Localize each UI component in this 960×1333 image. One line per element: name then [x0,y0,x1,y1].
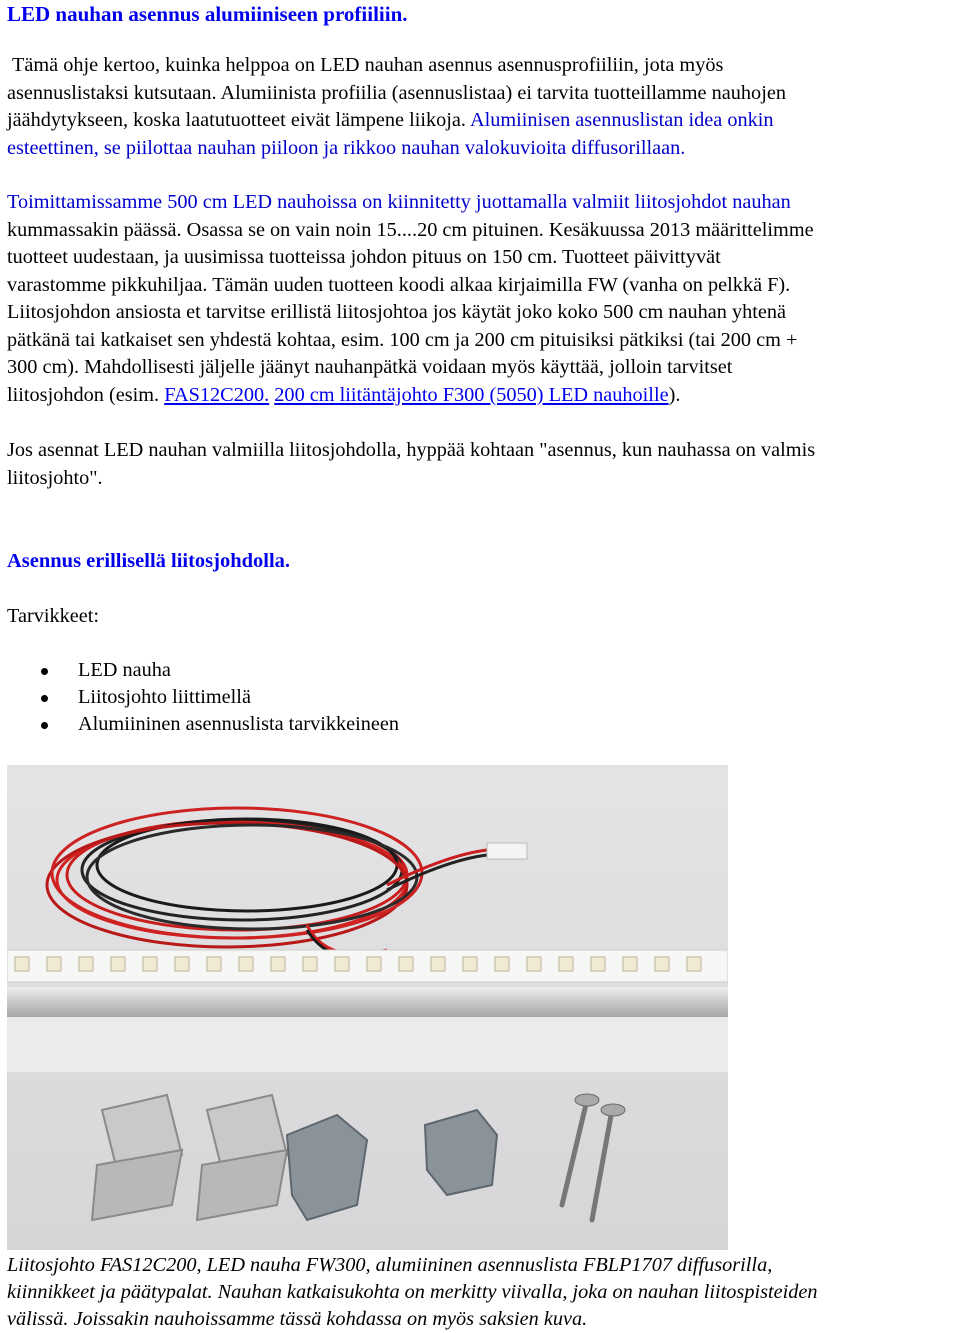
skip-line-1: Jos asennat LED nauhan valmiilla liitosjohdolla, hyppää kohtaan "asennus, kun nauhassa on valmis [7,439,816,461]
cable-line-8 [7,382,957,410]
cable-line-5: Liitosjohdon ansiosta et tarvitse erillistä liitosjohtoa jos käytät joko koko 500 cm nauhan yhtenä [7,301,787,323]
list-item-label: Liitosjohto liittimellä [78,686,251,708]
cable-line-1: Toimittamissamme 500 cm LED nauhoissa on kiinnitetty juottamalla valmiit liitosjohdot nauhan [7,191,791,213]
intro-line-3-start: jäähdytykseen, koska laatutuotteet eivät lämpene liikoja. [7,109,466,131]
list-item [7,711,399,738]
intro-line-2-start: asennuslistaksi kutsutaan. [7,81,217,104]
list-item [7,657,399,684]
bullet-icon [41,695,48,702]
cable-line-6: pätkänä tai katkaiset sen yhdestä kohtaa, esim. 100 cm ja 200 cm pituisiksi pätkiksi (tai 200 cm + [7,328,798,351]
f300-cable-link[interactable]: 200 cm liitäntäjohto F300 (5050) LED nauhoille [274,383,669,406]
connector [487,843,527,859]
supplies-label: Tarvikkeet: [7,605,100,627]
intro-line-2-rest: Alumiinista profiilia (asennuslistaa) ei tarvita tuotteillamme nauhojen [216,81,786,104]
intro-line-2 [7,80,957,108]
intro-line-4: esteettinen, se piilottaa nauhan piiloon ja rikkoo nauhan valokuvioita diffusorillaan. [7,136,686,159]
diffuser [7,1017,728,1072]
intro-line-3 [7,107,957,135]
supplies-list [7,657,399,738]
list-item [7,684,399,711]
cable-line-8-end: ). [668,383,681,406]
intro-line-1: Tämä ohje kertoo, kuinka helppoa on LED nauhan asennus asennusprofiiliin, jota myös [12,54,724,76]
cable-line-2: kummassakin päässä. Osassa se on vain noin 15....20 cm pituinen. Kesäkuussa 2013 määrittelimme [7,218,814,241]
skip-paragraph [7,437,957,492]
caption-line-1: Liitosjohto FAS12C200, LED nauha FW300, alumiininen asennuslista FBLP1707 diffusorilla, [7,1254,773,1276]
aluminium-profile [7,987,728,1017]
bullet-icon [41,668,48,675]
page-title: LED nauhan asennus alumiiniseen profiiliin. [7,2,408,26]
product-photo-illustration [7,765,728,1250]
product-photo [7,765,728,1250]
intro-paragraph [7,52,957,162]
caption-line-2: kiinnikkeet ja päätypalat. Nauhan katkaisukohta on merkitty viivalla, joka on nauhan liitospisteiden [7,1281,818,1303]
cable-line-3: tuotteet uudestaan, ja uusimissa tuotteissa johdon pituus on 150 cm. Tuotteet päivittyvät [7,246,721,268]
section-title: Asennus erillisellä liitosjohdolla. [7,550,291,572]
cable-line-8-start: liitosjohdon (esim. [7,383,165,406]
cable-line-4: varastomme pikkuhiljaa. Tämän uuden tuotteen koodi alkaa kirjaimilla FW (vanha on pelkkä F). [7,273,791,296]
bullet-icon [41,722,48,729]
caption-line-3: välissä. Joissakin nauhoissamme tässä kohdassa on myös saksien kuva. [7,1308,588,1330]
cable-line-7: 300 cm). Mahdollisesti jäljelle jäänyt nauhanpätkä voidaan myös käyttää, jolloin tarvitset [7,356,733,378]
intro-line-3-rest: Alumiinisen asennuslistan idea onkin [466,109,774,131]
list-item-label: LED nauha [78,659,171,681]
skip-line-2: liitosjohto". [7,466,103,489]
cable-paragraph [7,189,957,409]
photo-caption [7,1252,957,1333]
list-item-label: Alumiininen asennuslista tarvikkeineen [78,713,400,735]
fas12c200-link[interactable]: FAS12C200. [164,383,270,406]
